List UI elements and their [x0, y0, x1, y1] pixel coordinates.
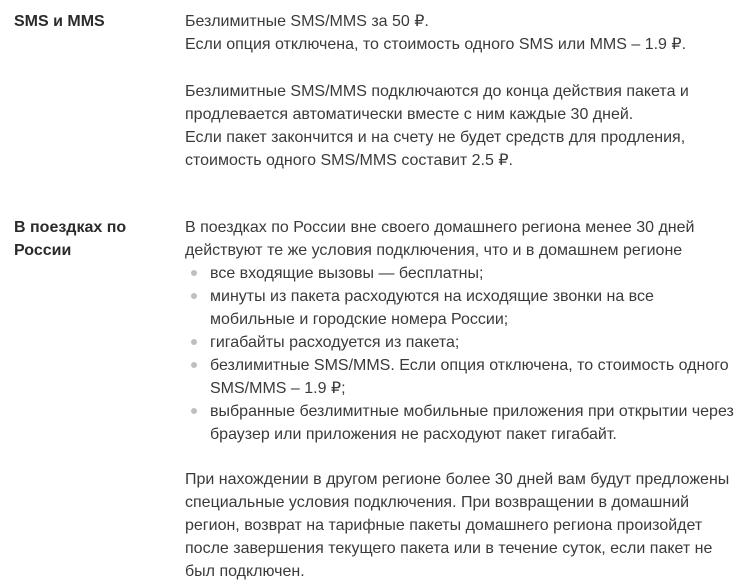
bullet-icon	[191, 408, 197, 414]
bullet-list-item	[185, 331, 737, 354]
text-line: Безлимитные SMS/MMS подключаются до конца действия пакета и продлевается автоматически вместе с ним каждые 30 дней.	[185, 83, 689, 123]
text-line: Если пакет закончится и на счету не будет средств для продления, стоимость одного SMS/MMS составит 2.5 ₽.	[185, 129, 686, 169]
bullet-text: безлимитные SMS/MMS. Если опция отключена, то стоимость одного SMS/MMS – 1.9 ₽;	[210, 357, 729, 397]
bullet-icon	[191, 362, 197, 368]
bullet-text: гигабайты расходуется из пакета;	[210, 334, 460, 351]
bullet-icon	[191, 270, 197, 276]
section-label: SMS и MMS	[14, 13, 105, 30]
paragraph	[185, 10, 737, 56]
paragraph	[185, 80, 737, 172]
bullet-list-item	[185, 262, 737, 285]
bullet-text: все входящие вызовы — бесплатны;	[210, 265, 484, 282]
text-line: При нахождении в другом регионе более 30 дней вам будут предложены специальные условия подключения. При возвращении в домашний регион, возврат на тарифные пакеты домашнего региона произойдет после завершения текущего пакета или в течение суток, если пакет не был подключен.	[185, 471, 730, 580]
conditions-bullet-list	[185, 262, 737, 446]
section-label: В поездках по России	[14, 219, 127, 259]
bullet-text: минуты из пакета расходуются на исходящие звонки на все мобильные и городские номера России;	[210, 288, 654, 328]
bullet-text: выбранные безлимитные мобильные приложения при открытии через браузер или приложения не расходуют пакет гигабайт.	[210, 403, 734, 443]
section-travel-russia	[14, 216, 737, 583]
text-line: Безлимитные SMS/MMS за 50 ₽.	[185, 13, 429, 30]
section-content	[185, 10, 737, 172]
section-sms-mms	[14, 10, 737, 172]
bullet-list-item	[185, 285, 737, 331]
text-line: В поездках по России вне своего домашнего региона менее 30 дней действуют те же условия подключения, что и в домашнем регионе	[185, 219, 695, 259]
bullet-icon	[191, 339, 197, 345]
text-line: Если опция отключена, то стоимость одного SMS или MMS – 1.9 ₽.	[185, 36, 687, 53]
section-content	[185, 216, 737, 583]
paragraph	[185, 468, 737, 583]
bullet-list-item	[185, 354, 737, 400]
paragraph	[185, 216, 737, 262]
bullet-list-item	[185, 400, 737, 446]
bullet-icon	[191, 293, 197, 299]
